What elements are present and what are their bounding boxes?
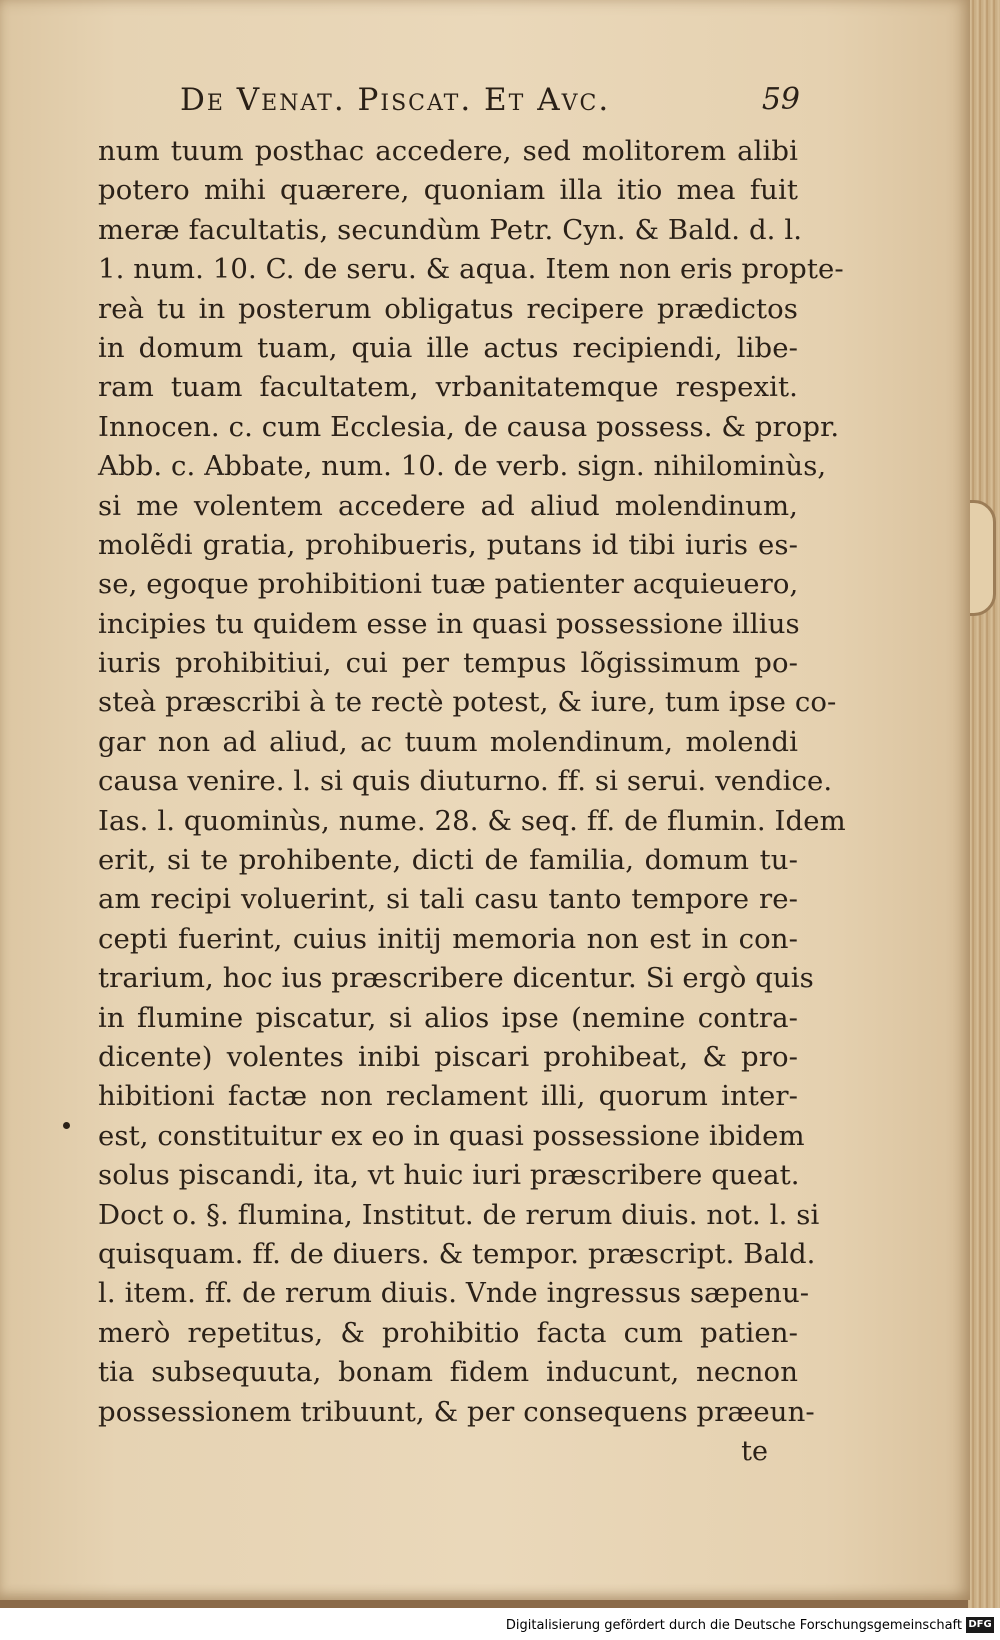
text-line: Abb. c. Abbate, num. 10. de verb. sign. nihilominùs, xyxy=(98,450,827,483)
text-line: tia subsequuta, bonam fidem inducunt, necnon xyxy=(98,1356,798,1389)
digitization-footer xyxy=(0,1612,1000,1640)
text-line: hibitioni factæ non reclament illi, quorum inter- xyxy=(98,1080,798,1113)
text-line: Doct o. §. flumina, Institut. de rerum diuis. not. l. si xyxy=(98,1198,820,1231)
text-line: steà præscribi à te rectè potest, & iure, tum ipse co- xyxy=(98,686,837,719)
text-line: est, constituitur ex eo in quasi possessione ibidem xyxy=(98,1119,805,1152)
text-line: solus piscandi, ita, vt huic iuri præscribere queat. xyxy=(98,1159,800,1192)
text-line: ram tuam facultatem, vrbanitatemque respexit. xyxy=(98,371,798,404)
margin-mark xyxy=(63,1122,70,1129)
text-line: si me volentem accedere ad aliud molendinum, xyxy=(98,489,798,522)
text-line: dicente) volentes inibi piscari prohibeat, & pro- xyxy=(98,1040,798,1073)
text-line: molẽdi gratia, prohibueris, putans id tibi iuris es- xyxy=(98,528,798,561)
text-line: iuris prohibitiui, cui per tempus lõgissimum po- xyxy=(98,647,798,680)
text-line: Innocen. c. cum Ecclesia, de causa possess. & propr. xyxy=(98,410,840,443)
text-line: cepti fuerint, cuius initij memoria non est in con- xyxy=(98,922,798,955)
text-line: potero mihi quærere, quoniam illa itio mea fuit xyxy=(98,174,798,207)
text-line: quisquam. ff. de diuers. & tempor. præscript. Bald. xyxy=(98,1237,816,1270)
page-number: 59 xyxy=(761,82,800,117)
text-line: reà tu in posterum obligatus recipere prædictos xyxy=(98,292,798,325)
text-line: causa venire. l. si quis diuturno. ff. si serui. vendice. xyxy=(98,765,833,798)
text-line: Ias. l. quominùs, nume. 28. & seq. ff. de flumin. Idem xyxy=(98,804,846,837)
text-line: se, egoque prohibitioni tuæ patienter acquieuero, xyxy=(98,568,799,601)
dfg-logo: DFG xyxy=(966,1617,994,1633)
page-header xyxy=(180,82,800,126)
text-line: incipies tu quidem esse in quasi possessione illius xyxy=(98,607,800,640)
text-line: in domum tuam, quia ille actus recipiendi, libe- xyxy=(98,331,798,364)
text-line: erit, si te prohibente, dicti de familia, domum tu- xyxy=(98,844,798,877)
funding-credit: Digitalisierung gefördert durch die Deutsche Forschungsgemeinschaft xyxy=(505,1618,962,1633)
text-line: meræ facultatis, secundùm Petr. Cyn. & Bald. d. l. xyxy=(98,213,803,246)
text-line: l. item. ff. de rerum diuis. Vnde ingressus sæpenu- xyxy=(98,1277,810,1310)
page-edge-layers xyxy=(968,0,1000,1608)
catchword: te xyxy=(741,1435,768,1467)
body-text xyxy=(98,132,846,1471)
text-line: possessionem tribuunt, & per consequens præeun- xyxy=(98,1395,815,1428)
text-line: gar non ad aliud, ac tuum molendinum, molendi xyxy=(98,725,798,758)
text-line: trarium, hoc ius præscribere dicentur. Si ergò quis xyxy=(98,962,814,995)
text-line: am recipi voluerint, si tali casu tanto tempore re- xyxy=(98,883,798,916)
text-line: 1. num. 10. C. de seru. & aqua. Item non eris propte- xyxy=(98,253,844,286)
running-title: De Venat. Piscat. Et Avc. xyxy=(180,82,611,118)
text-line: merò repetitus, & prohibitio facta cum patien- xyxy=(98,1316,798,1349)
text-line: in flumine piscatur, si alios ipse (nemine contra- xyxy=(98,1001,798,1034)
text-line: num tuum posthac accedere, sed molitorem alibi xyxy=(98,135,798,167)
